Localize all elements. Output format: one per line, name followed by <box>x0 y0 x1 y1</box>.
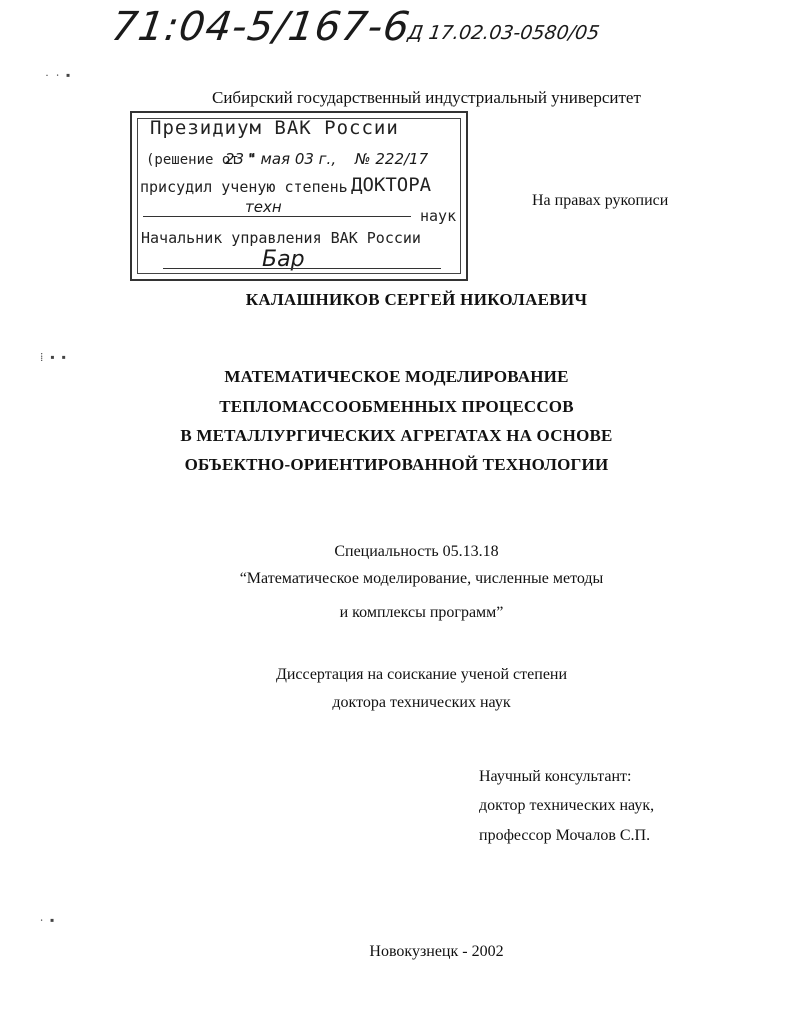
scan-noise: ⁞ ▪ ▪ <box>40 350 68 364</box>
dissertation-purpose-line1: Диссертация на соискание ученой степени <box>275 666 568 683</box>
consultant-name: профессор Мочалов С.П. <box>479 827 651 844</box>
scan-noise: · ∙ ▪ <box>45 68 73 82</box>
stamp-decision-number: № 222/17 <box>355 150 429 168</box>
stamp-field-handwritten: техн <box>245 198 282 216</box>
dissertation-purpose-line2: доктора технических наук <box>332 694 511 711</box>
dissertation-title-line: МАТЕМАТИЧЕСКОЕ МОДЕЛИРОВАНИЕ <box>224 367 569 386</box>
stamp-chief-title: Начальник управления ВАК России <box>141 229 421 247</box>
archive-code-handwritten: 71:04-5/167-6 <box>108 4 414 50</box>
stamp-field-underline <box>143 216 411 217</box>
stamp-field-suffix: наук <box>420 207 457 225</box>
specialty-code: Специальность 05.13.18 <box>334 543 499 560</box>
dissertation-title-line: В МЕТАЛЛУРГИЧЕСКИХ АГРЕГАТАХ НА ОСНОВЕ <box>180 426 613 445</box>
stamp-decision-prefix: (решение от " <box>146 152 256 168</box>
specialty-name-line2: и комплексы программ” <box>339 604 504 621</box>
stamp-title: Президиум ВАК России <box>150 117 399 139</box>
stamp-signature: Бар <box>262 247 305 272</box>
stamp-degree: ДОКТОРА <box>351 174 432 196</box>
archive-code-tail-handwritten: Д 17.02.03-0580/05 <box>406 22 601 44</box>
dissertation-title-line: ТЕПЛОМАССООБМЕННЫХ ПРОЦЕССОВ <box>219 397 574 416</box>
manuscript-rights-note: На правах рукописи <box>532 192 669 209</box>
stamp-signature-line <box>163 268 441 269</box>
stamp-decision-date: 23 " мая 03 г., <box>225 150 337 168</box>
university-name: Сибирский государственный индустриальный университет <box>212 88 641 107</box>
city-year: Новокузнецк - 2002 <box>369 943 504 960</box>
specialty-name-line1: “Математическое моделирование, численные методы <box>239 570 604 587</box>
scan-noise: ∙ ▪ <box>40 913 57 927</box>
consultant-degree: доктор технических наук, <box>479 797 655 814</box>
dissertation-title-line: ОБЪЕКТНО-ОРИЕНТИРОВАННОЙ ТЕХНОЛОГИИ <box>184 455 609 474</box>
consultant-label: Научный консультант: <box>479 768 632 785</box>
author-name: КАЛАШНИКОВ СЕРГЕЙ НИКОЛАЕВИЧ <box>245 290 588 309</box>
stamp-awarded-text: присудил ученую степень <box>140 178 348 196</box>
